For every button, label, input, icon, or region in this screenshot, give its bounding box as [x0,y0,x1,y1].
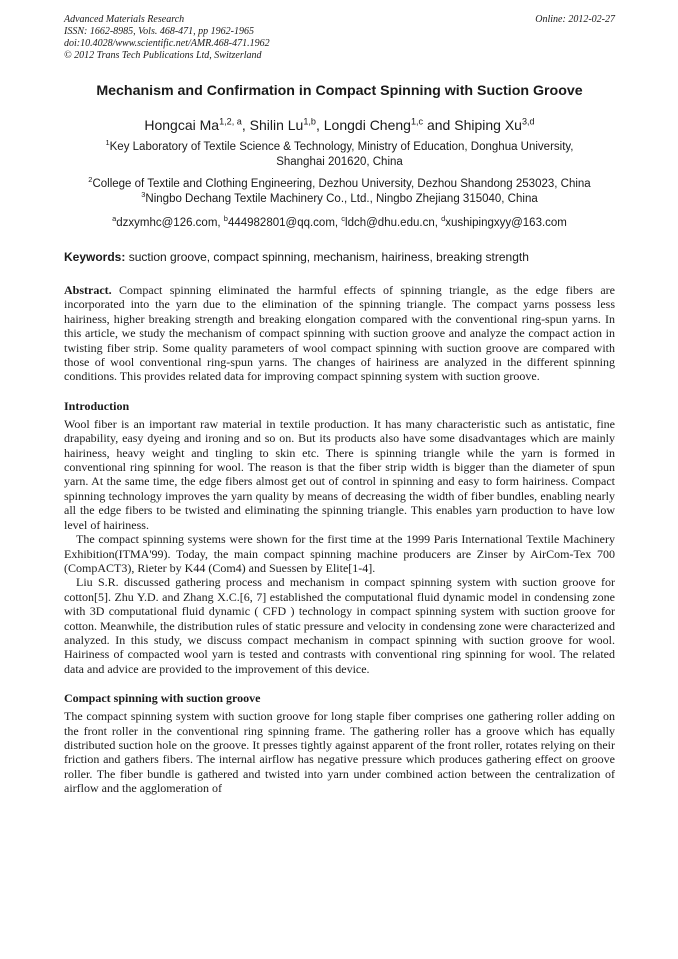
paper-title: Mechanism and Confirmation in Compact Spinning with Suction Groove [96,83,583,99]
affiliation-1-sup: 1 [105,138,110,148]
author-sep: , [241,117,250,133]
online-date: Online: 2012-02-27 [535,14,615,25]
email-d[interactable]: xushipingxyy@163.com [445,217,567,229]
journal-name: Advanced Materials Research [64,14,185,25]
affiliation-1-line1: Key Laboratory of Textile Science & Technology, Ministry of Education, Donghua University, [109,141,574,153]
affiliation-3 [64,192,615,207]
journal-header [64,14,615,26]
author-1: Hongcai Ma [144,117,220,133]
email-b[interactable]: 444982801@qq.com, [227,217,342,229]
intro-paragraph-2: The compact spinning systems were shown for the first time at the 1999 Paris International Textile Machinery Exhibition(ITMA'99). Today, the main compact spinning machine producers are Zinser by AirCom-Tex 700 (CompACT3), Rieter by K44 (Com4) and Suessen by Elite[1-4]. [64,532,615,575]
affiliation-3-text: Ningbo Dechang Textile Machinery Co., Ltd., Ningbo Zhejiang 315040, China [145,193,538,205]
intro-paragraph-1: Wool fiber is an important raw material in textile production. It has many characteristic such as antistatic, fine drapability, easy dyeing and ironing and so on. But its products also have some disadvantages which are mainly hairiness, heavy weight and tingling to skin etc. There is spinning triangle while the yarn is formed in conventional ring spinning for wool. The reason is that the fiber strip width is bigger than the diameter of spun yarn. At the same time, the edge fibers almost get out of control in spinning and easy to form hairiness. Compact spinning technology improves the yarn quality by means of decreasing the width of fiber bundles, enabling nearly all the edge fibers to be twisted and eliminating the spinning triangle. This enables yarn production to have low level of hairiness. [64,416,615,532]
doi-line[interactable]: doi:10.4028/www.scientific.net/AMR.468-471.1962 [64,38,270,49]
affiliation-1-line2: Shanghai 201620, China [276,156,403,168]
keywords-text: suction groove, compact spinning, mechanism, hairiness, breaking strength [125,250,529,264]
author-list [64,116,615,134]
email-list [64,216,615,231]
affiliation-2 [64,177,615,192]
email-a-sup: a [112,214,117,224]
section-heading-introduction: Introduction [64,398,130,413]
email-d-sup: d [441,214,446,224]
copyright-line: © 2012 Trans Tech Publications Ltd, Switzerland [64,50,262,61]
paper-page [64,14,615,796]
affiliation-1 [64,140,615,170]
email-b-sup: b [223,214,228,224]
author-2: Shilin Lu [249,117,304,133]
author-4-sup: 3,d [521,116,535,127]
author-sep: and [423,117,455,133]
email-a[interactable]: dzxymhc@126.com, [116,217,224,229]
author-3-sup: 1,c [410,116,424,127]
affiliation-2-text: College of Textile and Clothing Engineering, Dezhou University, Dezhou Shandong 253023, China [92,178,591,190]
abstract-text: Compact spinning eliminated the harmful effects of spinning triangle, as the edge fibers are incorporated into the yarn due to the elimination of the spinning triangle. The compact yarns possess less hairiness, higher breaking strength and breaking elongation compared with the conventional ring-spun yarns. In this article, we study the mechanism of compact spinning with suction groove and analyze the compact action in twisting fiber strip. Some quality parameters of wool compact spinning with suction groove are compared with those of wool conventional ring-spun yarns. The changes of hairiness are analyzed in the different spinning conditions. This provides related data for improving compact spinning system with suction groove. [64,283,615,384]
author-3: Longdi Cheng [323,117,411,133]
keywords-label: Keywords: [64,250,126,264]
issn-line: ISSN: 1662-8985, Vols. 468-471, pp 1962-1965 [64,26,254,37]
author-4: Shiping Xu [454,117,522,133]
author-2-sup: 1,b [303,116,316,127]
email-c-sup: c [341,214,346,224]
author-1-sup: 1,2, a [219,116,242,127]
affiliation-3-sup: 3 [141,190,146,200]
author-sep: , [315,117,324,133]
email-c[interactable]: ldch@dhu.edu.cn, [345,217,442,229]
section-heading-compact-spinning: Compact spinning with suction groove [64,691,261,706]
intro-paragraph-3: Liu S.R. discussed gathering process and mechanism in compact spinning system with suction groove for cotton[5]. Zhu Y.D. and Zhang X.C.[6, 7] established the computational fluid dynamic model in condensing zone with 3D computational fluid dynamic ( CFD ) technology in compact spinning system with suction groove for cotton. Meanwhile, the distribution rules of static pressure and velocity in condensing zone were characterized and analyzed. In this study, we discuss compact mechanism in compact spinning with suction groove for wool. Hairiness of compacted wool yarn is tested and contrasts with conventional ring spinning for wool. The related data and advice are provided to the improvement of this device. [64,575,615,676]
abstract-label: Abstract. [64,283,112,297]
affiliation-2-sup: 2 [88,175,93,185]
abstract [64,283,615,384]
section2-paragraph-1: The compact spinning system with suction groove for long staple fiber comprises one gathering roller adding on the front roller in the conventional ring spinning frame. The gathering roller has a groove which has equally distributed suction hole on the groove. It presses tightly against apparent of the front roller, rotates relying on their friction and gathers fibers. The internal airflow has negative pressure which produces gathering effect on groove roller. The fiber bundle is gathered and twisted into yarn under combined action between the centralization of airflow and the agglomeration of [64,709,615,796]
keywords [64,250,615,265]
